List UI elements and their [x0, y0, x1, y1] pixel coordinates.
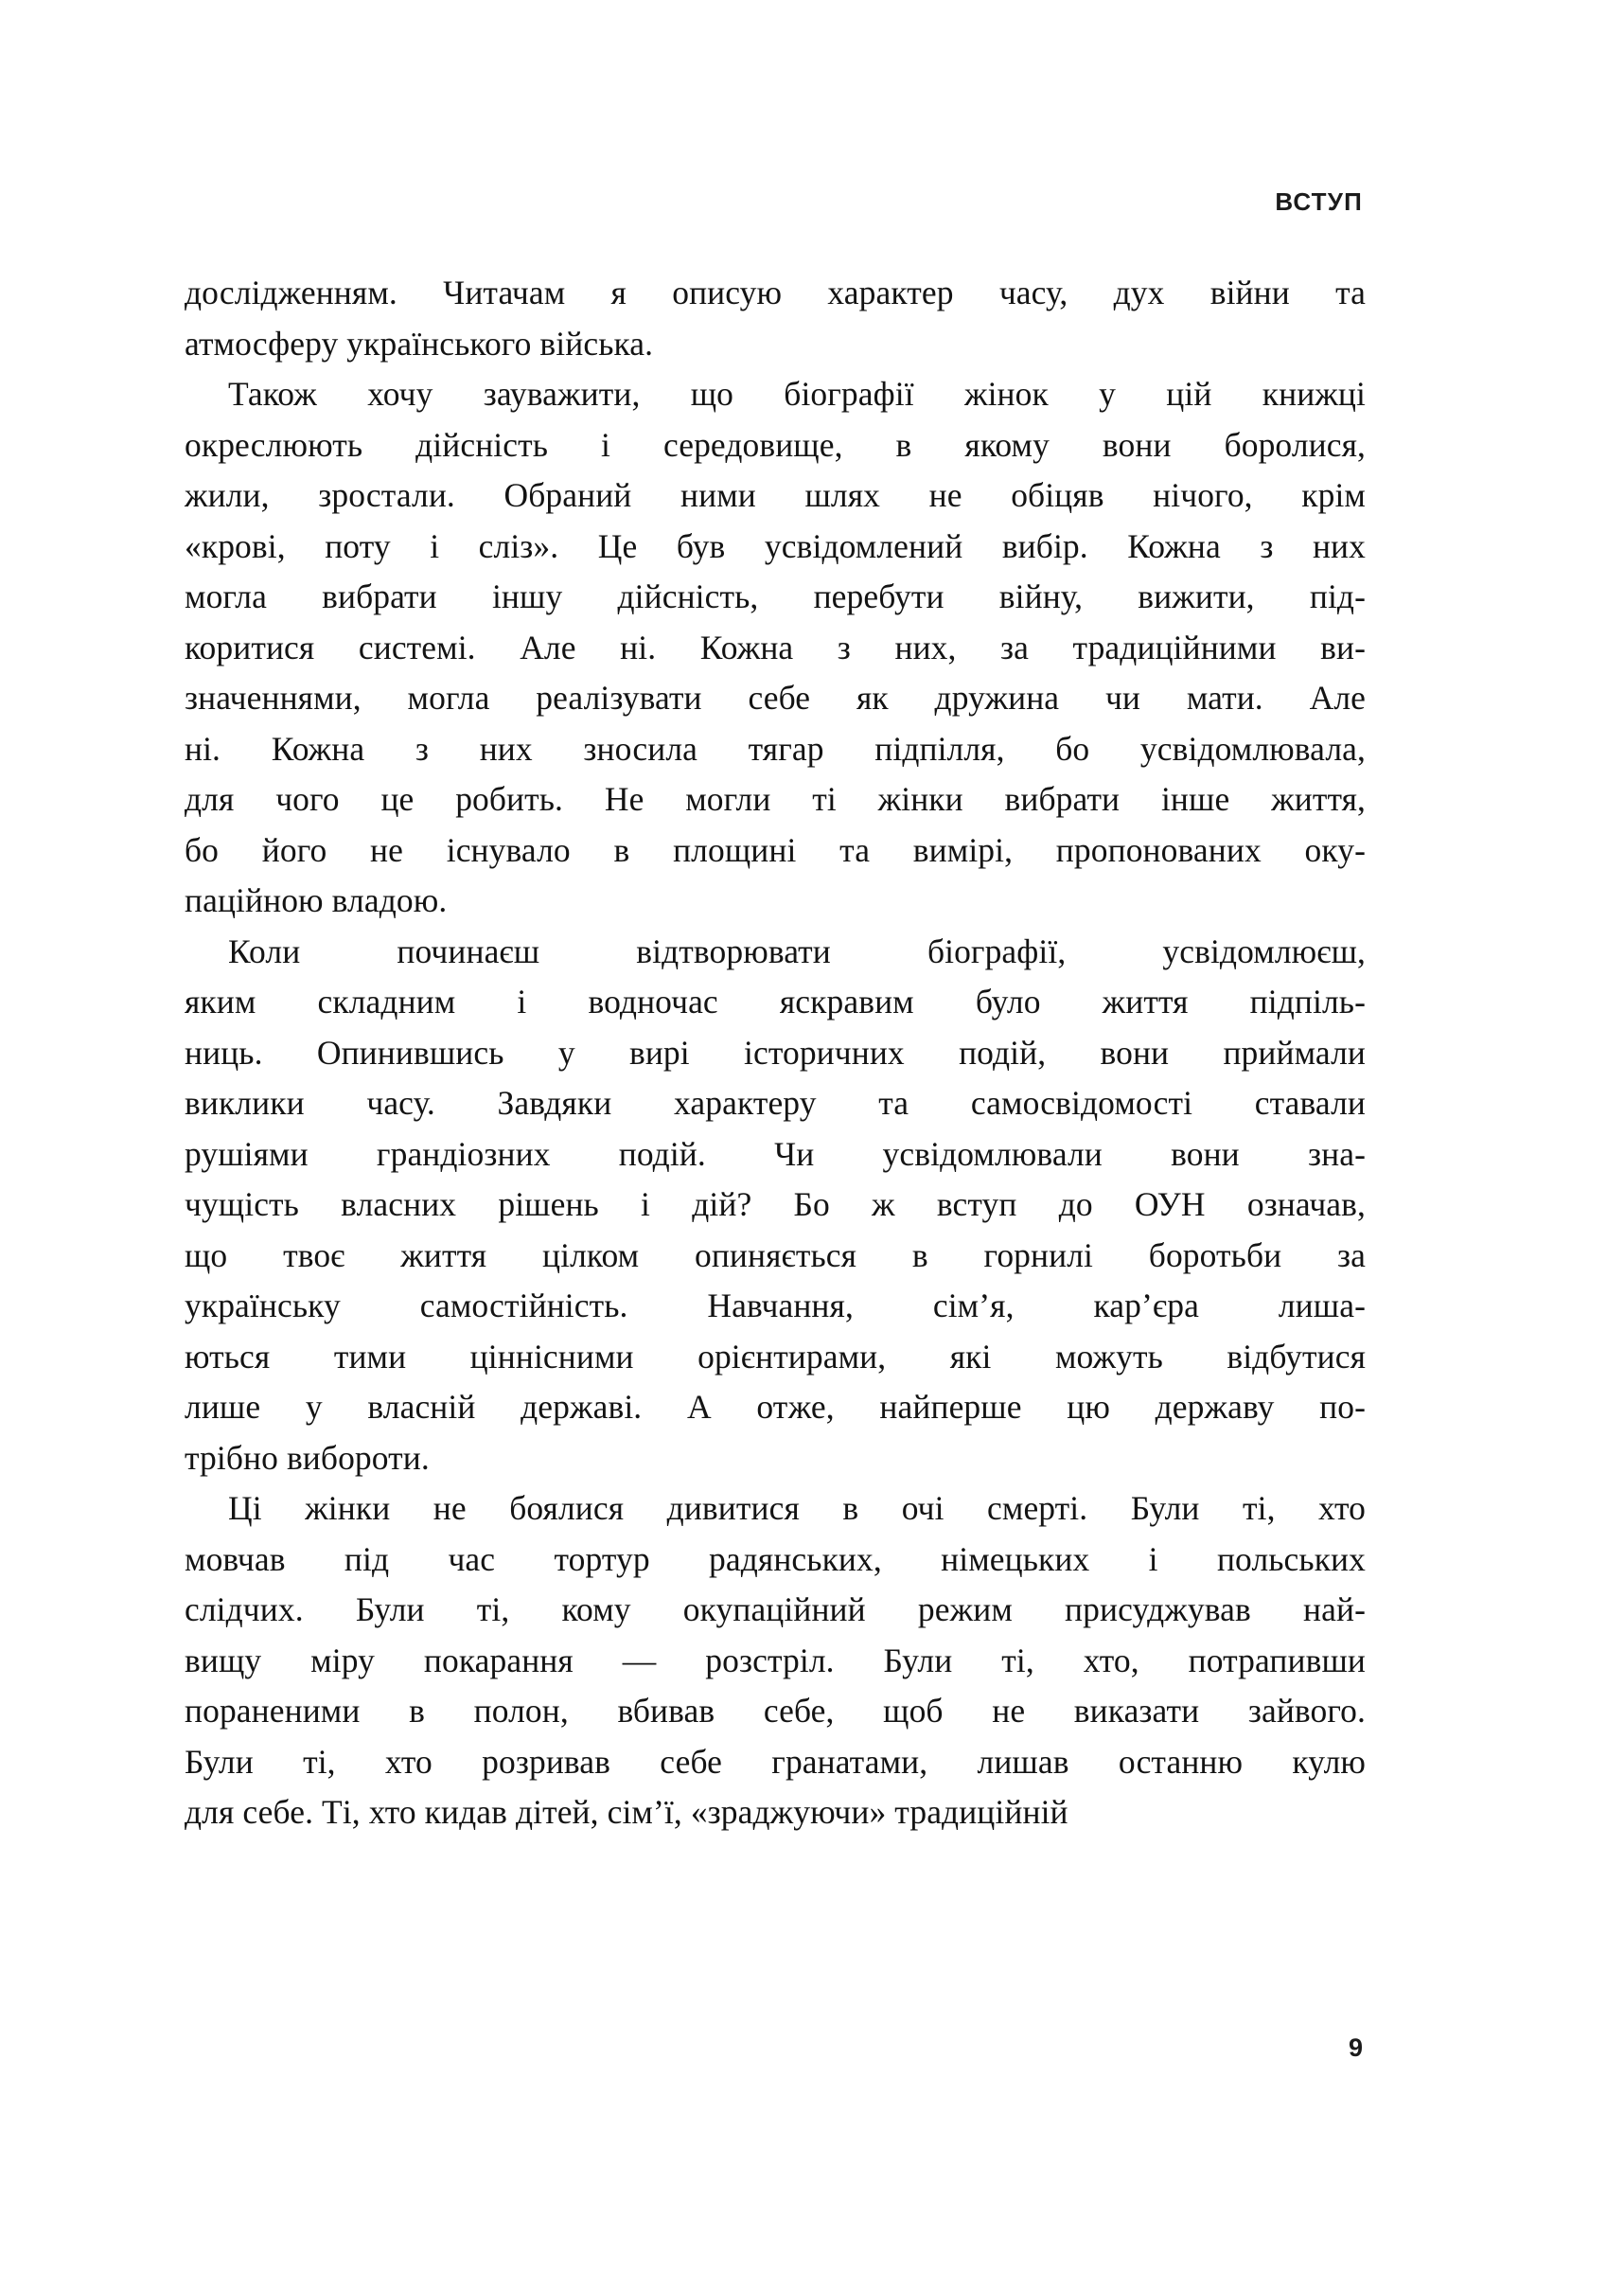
text-line: рушіями грандіозних подій. Чи усвідомлювали вони зна-: [185, 1134, 1366, 1173]
text-line: паційною владою.: [185, 881, 448, 919]
text-line: Були ті, хто розривав себе гранатами, лишав останню кулю: [185, 1742, 1366, 1781]
text-line: ні. Кожна з них зносила тягар підпілля, бо усвідомлювала,: [185, 729, 1366, 768]
text-line: яким складним і водночас яскравим було життя підпіль-: [185, 983, 1366, 1021]
text-line: могла вибрати іншу дійсність, перебути війну, вижити, під-: [185, 577, 1366, 615]
paragraph: [185, 927, 1366, 1484]
text-line: українську самостійність. Навчання, сім’я, кар’єра лиша-: [185, 1287, 1366, 1324]
text-line: пораненими в полон, вбивав себе, щоб не виказати зайвого.: [185, 1692, 1366, 1730]
text-line: Ці жінки не боялися дивитися в очі смерті. Були ті, хто: [228, 1489, 1366, 1527]
text-line: ються тими ціннісними орієнтирами, які можуть відбутися: [185, 1337, 1366, 1376]
paragraph: [185, 1483, 1366, 1838]
text-line: Коли починаєш відтворювати біографії, усвідомлюєш,: [228, 932, 1366, 970]
text-line: «крові, поту і сліз». Це був усвідомлений вибір. Кожна з них: [185, 526, 1366, 565]
text-line: дослідженням. Читачам я описую характер часу, дух війни та: [185, 274, 1366, 311]
text-line: значеннями, могла реалізувати себе як дружина чи мати. Але: [185, 679, 1366, 717]
text-line: що твоє життя цілком опиняється в горнилі боротьби за: [185, 1235, 1366, 1274]
text-line: окреслюють дійсність і середовище, в якому вони боролися,: [185, 425, 1366, 464]
body-text-block: [185, 268, 1366, 1838]
text-line: для чого це робить. Не могли ті жінки вибрати інше життя,: [185, 780, 1366, 818]
running-head: ВСТУП: [1275, 187, 1363, 216]
text-line: слідчих. Були ті, кому окупаційний режим присуджував най-: [185, 1590, 1366, 1628]
text-line: коритися системі. Але ні. Кожна з них, за традиційними ви-: [185, 628, 1366, 666]
text-line: атмосферу українського війська.: [185, 324, 654, 363]
page-number: 9: [1348, 2033, 1363, 2062]
text-line: вищу міру покарання — розстріл. Були ті, хто, потрапивши: [185, 1641, 1366, 1679]
text-line: ниць. Опинившись у вирі історичних подій, вони приймали: [185, 1033, 1366, 1072]
text-line: жили, зростали. Обраний ними шлях не обіцяв нічого, крім: [185, 476, 1366, 514]
paragraph: [185, 369, 1366, 927]
text-line: для себе. Ті, хто кидав дітей, сім’ї, «зраджуючи» традиційній: [185, 1793, 1068, 1831]
text-line: лише у власній державі. А отже, найперше цю державу по-: [185, 1388, 1366, 1426]
paragraph: [185, 268, 1366, 369]
text-line: трібно вибороти.: [185, 1438, 430, 1477]
text-line: виклики часу. Завдяки характеру та самосвідомості ставали: [185, 1084, 1366, 1122]
text-line: Також хочу зауважити, що біографії жінок у цій книжці: [228, 375, 1366, 413]
text-line: бо його не існувало в площині та вимірі, пропонованих оку-: [185, 830, 1366, 869]
text-line: мовчав під час тортур радянських, німецьких і польських: [185, 1539, 1366, 1578]
text-line: чущість власних рішень і дій? Бо ж вступ до ОУН означав,: [185, 1185, 1366, 1223]
